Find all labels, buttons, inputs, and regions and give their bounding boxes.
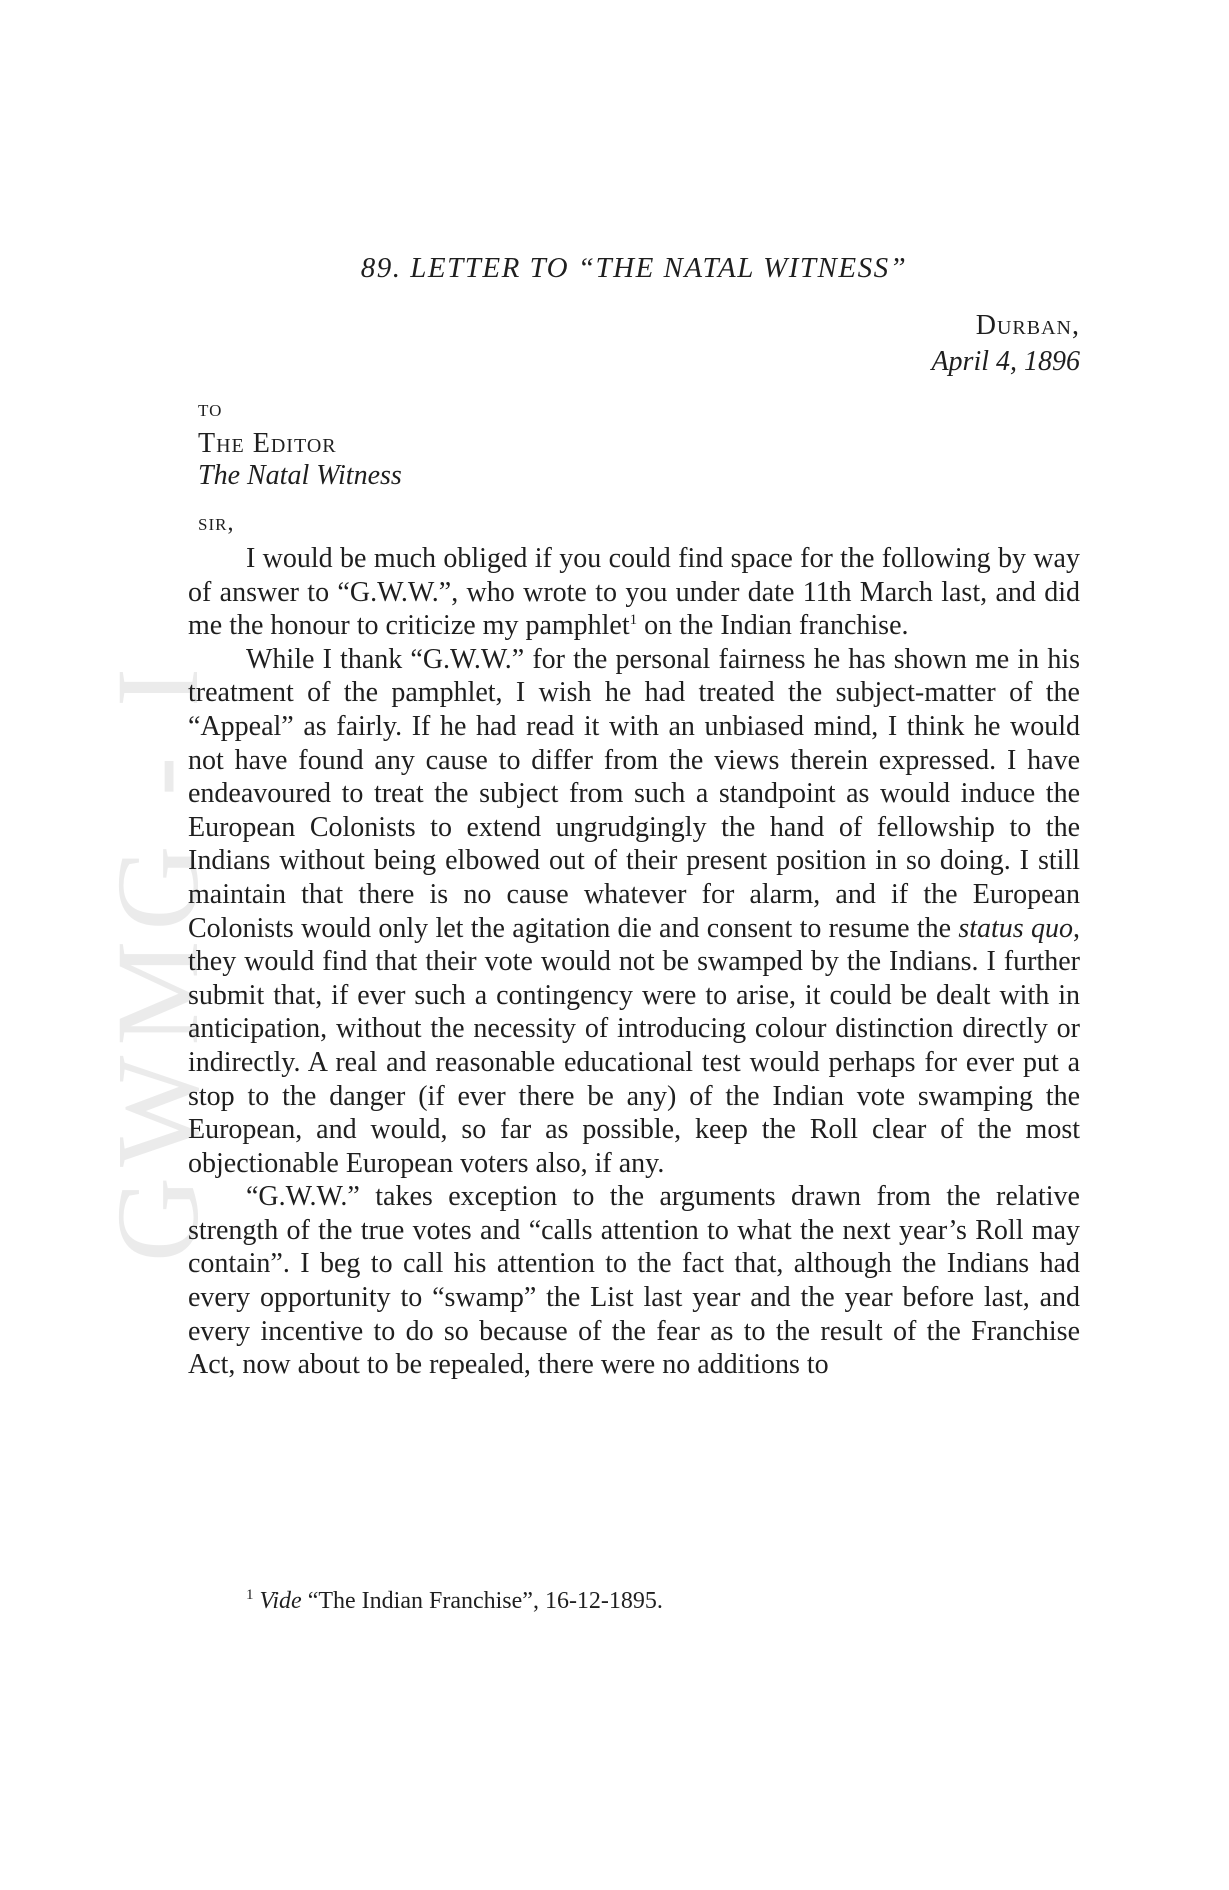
newspaper-name: The Natal Witness xyxy=(198,460,402,491)
paragraph-2-text: While I thank “G.W.W.” for the personal fairness he has shown me in his treatment of the pamphlet, I wish he had treated the subject-matter of the “Appeal” as fairly. If he had read it with an unbiased mind, I think he would not have found any cause to differ from the views therein expressed. I have endeavoured to treat the subject from such a standpoint as would induce the European Colonists to extend ungrudgingly the hand of fellowship to the Indians without being elbowed out of their present position in so doing. I still maintain that there is no cause whatever for alarm, and if the European Colonists would only let the agitation die and consent to resume the xyxy=(188,643,1080,944)
paragraph-3-text: “G.W.W.” takes exception to the arguments drawn from the relative strength of the true votes and “calls attention to what the next year’s Roll may contain”. I beg to call his attention to the fact that, although the Indians had every opportunity to “swamp” the List last year and the year before last, and every incentive to do so because of the fear as to the result of the Franchise Act, now about to be repealed, there were no additions to xyxy=(188,1181,1080,1381)
emphasis-status-quo: status quo xyxy=(958,912,1073,944)
paragraph-1-text-end: on the Indian franchise. xyxy=(637,610,909,642)
letter-title: 89. LETTER TO “THE NATAL WITNESS” xyxy=(360,252,908,284)
to-label: to xyxy=(198,396,223,422)
letter-place: Durban, xyxy=(975,310,1080,341)
paragraph-3 xyxy=(188,1180,1080,1382)
footnote-text: “The Indian Franchise”, 16-12-1895. xyxy=(301,1588,663,1614)
salutation: sir, xyxy=(198,510,235,536)
letter-date: April 4, 1896 xyxy=(931,346,1080,377)
addressee: The Editor xyxy=(198,428,337,459)
paragraph-2-text-end: , they would find that their vote would not be swamped by the Indians. I further submit that, if ever such a contingency were to arise, it could be dealt with in anticipation, without the necessity of introducing colour distinction directly or indirectly. A real and reasonable educational test would perhaps for ever put a stop to the danger (if ever there be any) of the Indian vote swamping the European, and would, so far as possible, keep the Roll clear of the most objectionable European voters also, if any. xyxy=(188,912,1080,1179)
watermark-text: GWMG - I xyxy=(92,657,224,1263)
paragraph-2 xyxy=(188,643,1080,1181)
paragraph-1 xyxy=(188,542,1080,643)
letter-body xyxy=(188,542,1080,1382)
paragraph-1-text: I would be much obliged if you could find space for the following by way of answer to “G.W.W.”, who wrote to you under date 11th March last, and did me the honour to criticize my pamphlet xyxy=(188,543,1080,642)
watermark xyxy=(92,600,224,1320)
footnote-reference: 1 xyxy=(629,612,638,629)
footnote-mark: 1 xyxy=(246,1587,254,1603)
footnote-vide: Vide xyxy=(259,1588,302,1614)
footnote xyxy=(246,1588,663,1615)
